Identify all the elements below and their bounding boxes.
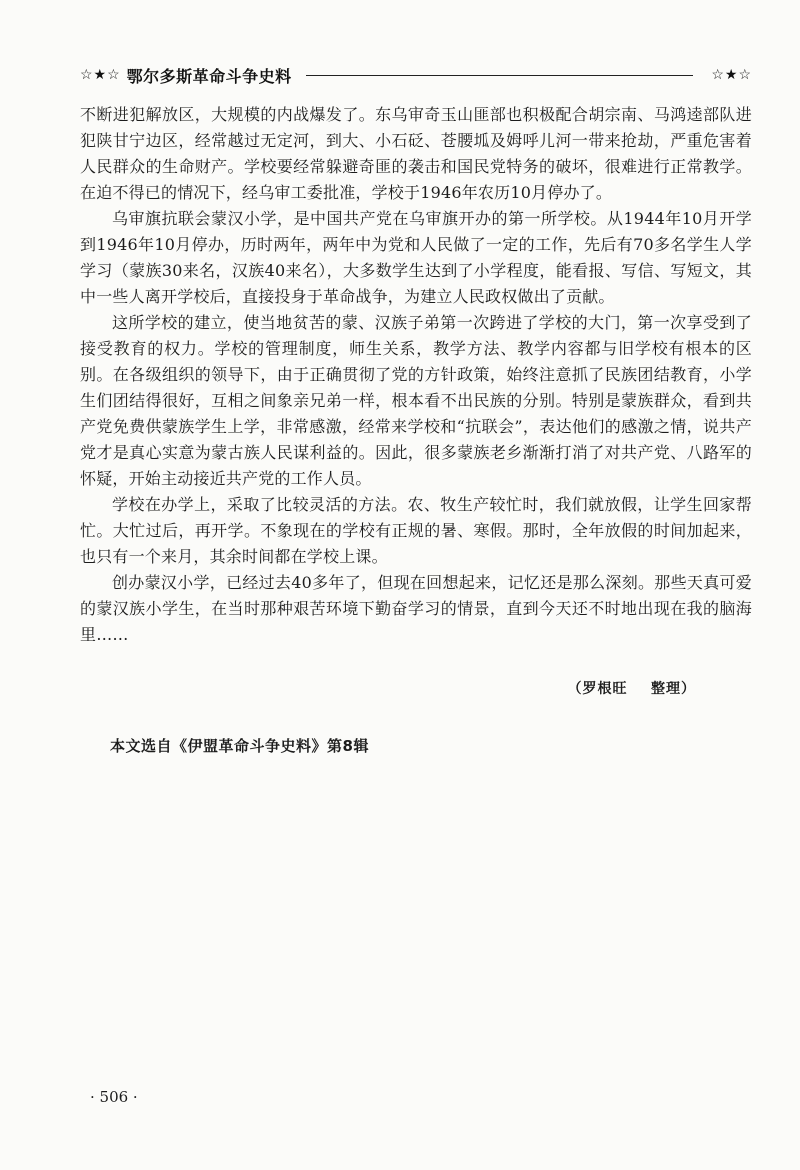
body-text — [80, 102, 752, 648]
star-ornament-icon: ☆★☆ — [711, 67, 752, 83]
running-header — [80, 62, 752, 88]
header-rule — [306, 75, 694, 76]
paragraph: 创办蒙汉小学，已经过去40多年了，但现在回想起来，记忆还是那么深刻。那些天真可爱的蒙汉族小学生，在当时那种艰苦环境下勤奋学习的情景，直到今天还不时地出现在我的脑海里…… — [80, 573, 752, 644]
paragraph: 这所学校的建立，使当地贫苦的蒙、汉族子弟第一次跨进了学校的大门，第一次享受到了接受教育的权力。学校的管理制度，师生关系，教学方法、教学内容都与旧学校有根本的区别。在各级组织的领导下，由于正确贯彻了党的方针政策，始终注意抓了民族团结教育，小学生们团结得很好，互相之间象亲兄弟一样，根本看不出民族的分别。特别是蒙族群众，看到共产党免费供蒙族学生上学，非常感激，经常来学校和“抗联会”，表达他们的感激之情，说共产党才是真心实意为蒙古族人民谋利益的。因此，很多蒙族老乡渐渐打消了对共产党、八路军的怀疑，开始主动接近共产党的工作人员。 — [80, 313, 752, 488]
paragraph: 不断进犯解放区，大规模的内战爆发了。东乌审奇玉山匪部也积极配合胡宗南、马鸿逵部队进犯陕甘宁边区，经常越过无定河，到大、小石砭、苍腰坬及姆呼儿河一带来抢劫，严重危害着人民群众的生命财产。学校要经常躲避奇匪的袭击和国民党特务的破坏，很难进行正常教学。在迫不得已的情况下，经乌审工委批准，学校于1946年农历10月停办了。 — [80, 105, 752, 202]
paragraph: 学校在办学上，采取了比较灵活的方法。农、牧生产较忙时，我们就放假，让学生回家帮忙。大忙过后，再开学。不象现在的学校有正规的暑、寒假。那时，全年放假的时间加起来，也只有一个来月，其余时间都在学校上课。 — [80, 495, 752, 566]
source-note: 本文选自《伊盟革命斗争史料》第8辑 — [110, 737, 369, 755]
star-ornament-icon: ☆★☆ — [80, 67, 121, 83]
page-number: · 506 · — [90, 1088, 138, 1106]
book-title: 鄂尔多斯革命斗争史料 — [126, 66, 292, 86]
paragraph: 乌审旗抗联会蒙汉小学，是中国共产党在乌审旗开办的第一所学校。从1944年10月开学到1946年10月停办，历时两年，两年中为党和人民做了一定的工作，先后有70多名学生人学学习（蒙族30来名，汉族40来名），大多数学生达到了小学程度，能看报、写信、写短文，其中一些人离开学校后，直接投身于革命战争，为建立人民政权做出了贡献。 — [80, 209, 752, 306]
editor-credit: （罗根旺 整理） — [567, 681, 696, 697]
